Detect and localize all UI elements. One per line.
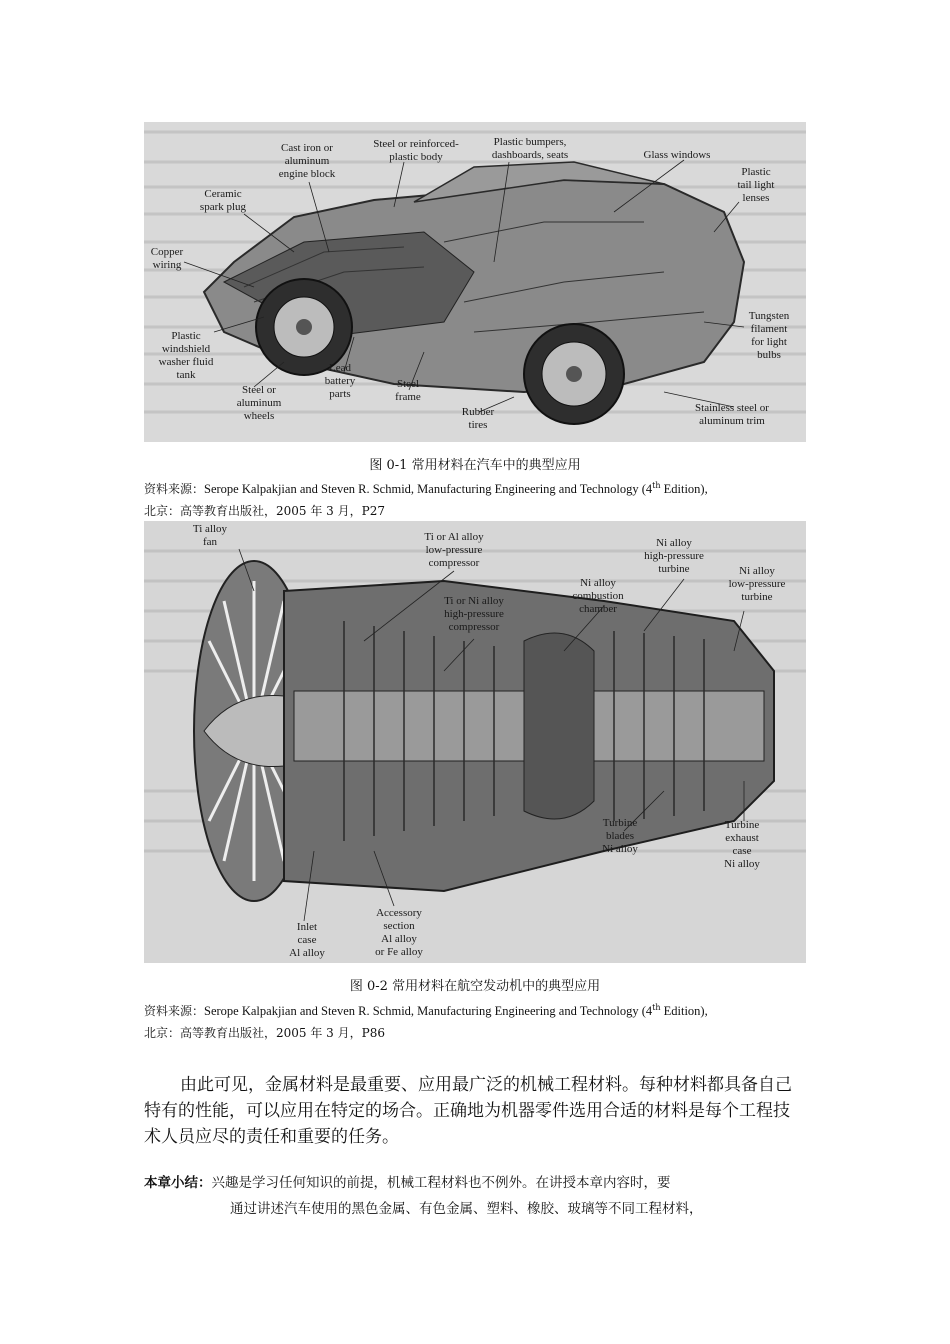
car-materials-figure <box>144 122 806 442</box>
callout-bumpers: Plastic bumpers, dashboards, seats <box>491 136 569 161</box>
callout-body: Steel or reinforced- plastic body <box>373 138 459 163</box>
callout-battery: Lead battery parts <box>324 362 356 400</box>
callout-steel-frame: Steel frame <box>395 378 421 403</box>
jet-engine-materials-figure <box>144 521 806 963</box>
callout-inlet-case: Inlet case Al alloy <box>289 921 325 959</box>
figure1-caption: 图 0-1 常用材料在汽车中的典型应用 <box>369 458 581 473</box>
source-sup: th <box>652 481 661 490</box>
callout-exhaust-case: Turbine exhaust case Ni alloy <box>724 819 760 870</box>
source-publisher: 北京：高等教育出版社，2005 年 3 月，P86 <box>144 1026 385 1040</box>
source-edition: Edition), <box>660 1004 708 1018</box>
callout-wheels: Steel or aluminum wheels <box>236 384 282 422</box>
source-prefix: 资料来源： <box>144 1004 205 1018</box>
callout-hp-turbine: Ni alloy high-pressure turbine <box>644 537 704 575</box>
callout-hp-compressor: Ti or Ni alloy high-pressure compressor <box>444 595 504 633</box>
callout-copper-wiring: Copper wiring <box>150 246 184 271</box>
figure2-caption: 图 0-2 常用材料在航空发动机中的典型应用 <box>349 979 601 994</box>
chapter-summary <box>144 1170 806 1222</box>
callout-washer-tank: Plastic windshield washer fluid tank <box>158 330 214 381</box>
summary-line-2: 通过讲述汽车使用的黑色金属、有色金属、塑料、橡胶、玻璃等不同工程材料， <box>230 1201 703 1217</box>
callout-spark-plug: Ceramic spark plug <box>199 188 247 213</box>
jet-engine-illustration <box>144 521 806 963</box>
callout-trim: Stainless steel or aluminum trim <box>695 402 769 427</box>
callout-fan: Ti alloy fan <box>192 523 228 548</box>
source-sup: th <box>652 1003 661 1012</box>
callout-tail-light: Plastic tail light lenses <box>737 166 775 204</box>
callout-engine-block: Cast iron or aluminum engine block <box>278 142 336 180</box>
source-publisher: 北京：高等教育出版社，2005 年 3 月，P27 <box>144 504 385 518</box>
source-prefix: 资料来源： <box>144 482 205 496</box>
body-paragraph: 由此可见，金属材料是最重要、应用最广泛的机械工程材料。每种材料都具备自己特有的性能，可以应用在特定的场合。正确地为机器零件选用合适的材料是每个工程技术人员应尽的责任和重要的任务。 <box>144 1075 792 1147</box>
summary-label: 本章小结 <box>144 1175 198 1191</box>
figure1-source <box>144 475 806 522</box>
callout-accessory: Accessory section Al alloy or Fe alloy <box>375 907 423 958</box>
callout-turbine-blades: Turbine blades Ni alloy <box>602 817 638 855</box>
source-edition: Edition), <box>660 482 708 496</box>
summary-colon: ： <box>198 1175 212 1191</box>
source-authors: Serope Kalpakjian and Steven R. Schmid, Manufacturing Engineering and Technology (4 <box>204 482 653 496</box>
callout-tungsten: Tungsten filament for light bulbs <box>748 310 790 361</box>
callout-rubber-tires: Rubber tires <box>461 406 495 431</box>
callout-glass-windows: Glass windows <box>643 149 711 161</box>
source-authors: Serope Kalpakjian and Steven R. Schmid, Manufacturing Engineering and Technology (4 <box>204 1004 653 1018</box>
callout-lp-turbine: Ni alloy low-pressure turbine <box>728 565 786 603</box>
callout-lp-compressor: Ti or Al alloy low-pressure compressor <box>424 531 484 569</box>
summary-line-1: 兴趣是学习任何知识的前提，机械工程材料也不例外。在讲授本章内容时，要 <box>211 1175 671 1191</box>
figure2-source <box>144 997 806 1044</box>
callout-combustion: Ni alloy combustion chamber <box>572 577 624 615</box>
